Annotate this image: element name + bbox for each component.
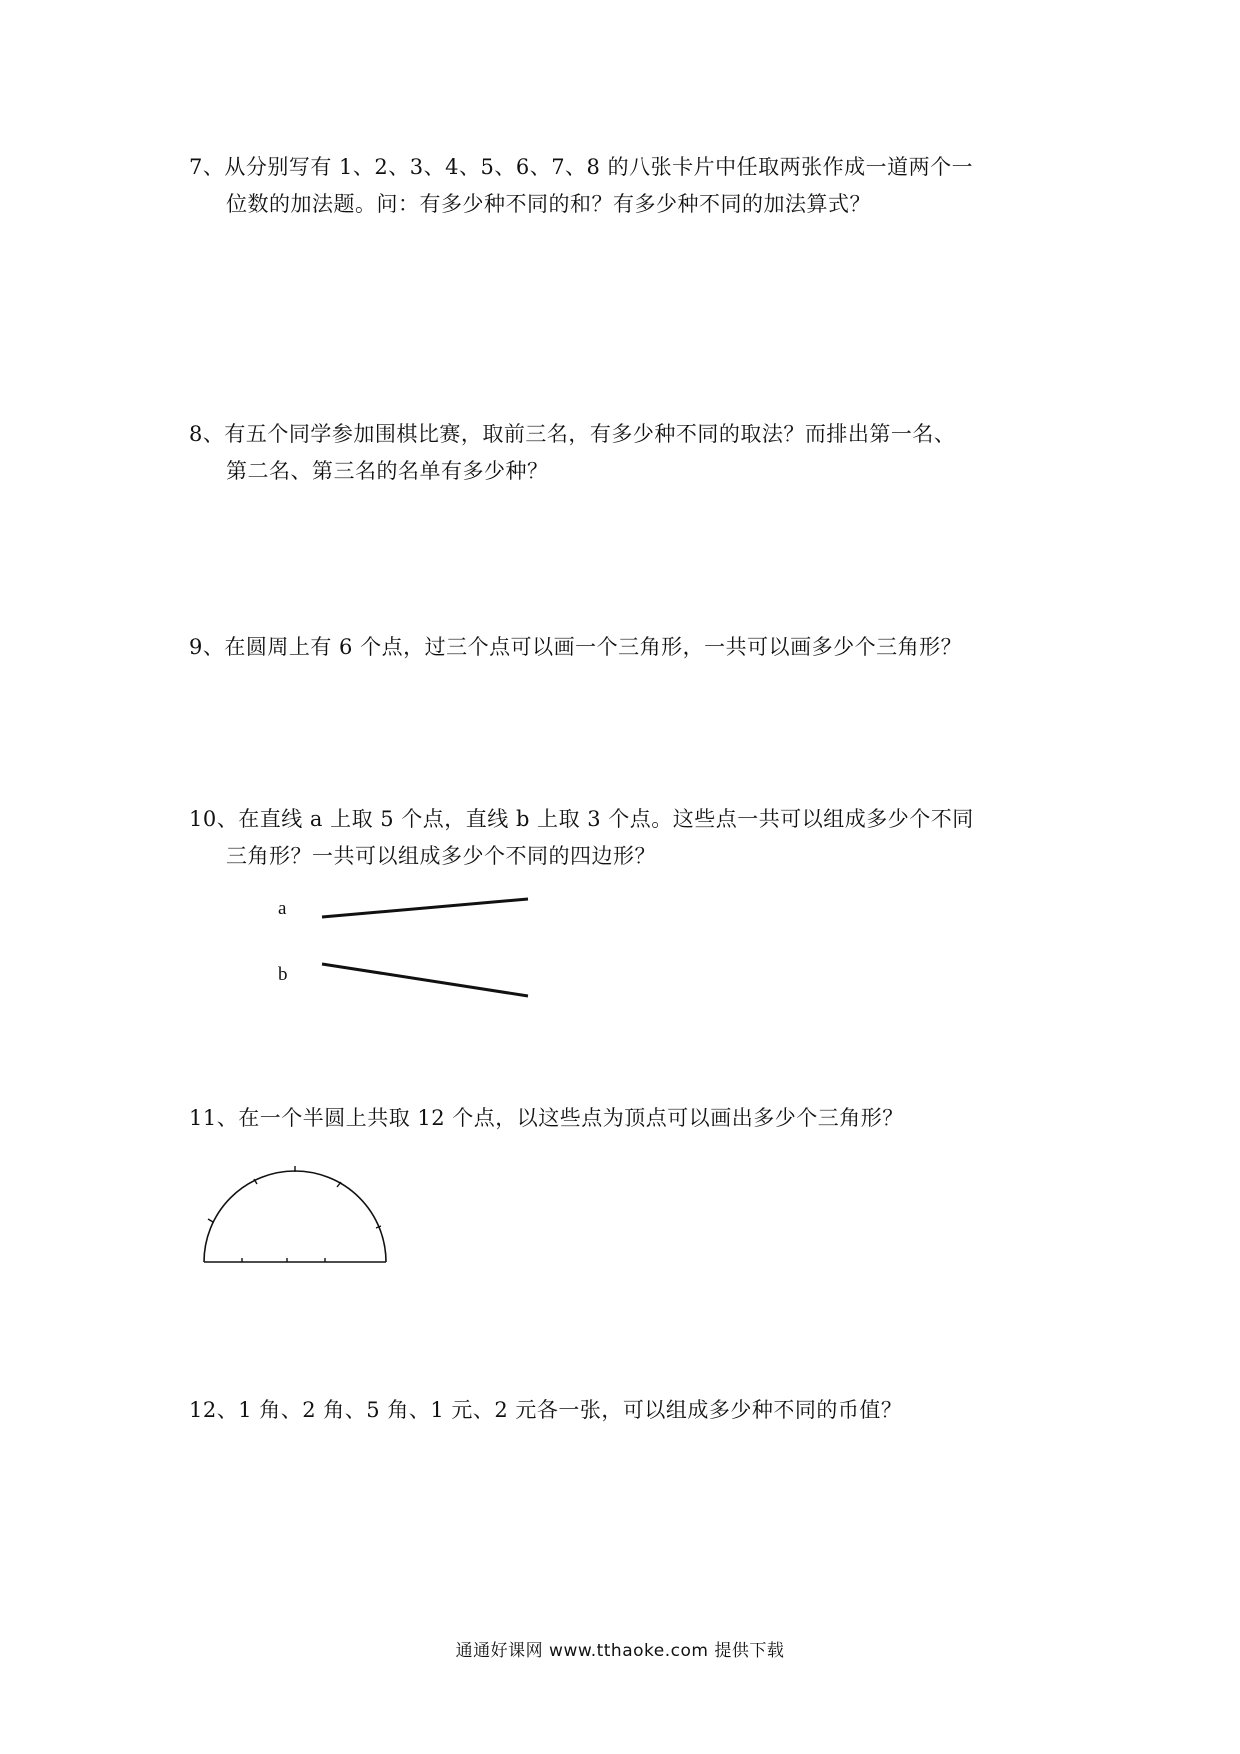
lines-a-b-figure <box>270 880 550 1010</box>
question-8-line-2: 第二名、第三名的名单有多少种？ <box>226 459 549 483</box>
question-10 <box>189 801 1069 875</box>
question-12-line-1: 12、1 角、2 角、5 角、1 元、2 元各一张，可以组成多少种不同的币值？ <box>189 1398 903 1422</box>
page-footer: 通通好课网 www.tthaoke.com 提供下载 <box>455 1641 785 1661</box>
question-12 <box>189 1392 1069 1429</box>
arc-point-5 <box>376 1226 381 1228</box>
question-9-line-1: 9、在圆周上有 6 个点，过三个点可以画一个三角形，一共可以画多少个三角形？ <box>189 635 963 659</box>
question-11 <box>189 1100 1069 1137</box>
semicircle-figure <box>196 1152 396 1270</box>
question-7-line-1: 7、从分别写有 1、2、3、4、5、6、7、8 的八张卡片中任取两张作成一道两个一 <box>189 155 974 179</box>
line-b <box>322 964 528 996</box>
semicircle-arc <box>204 1171 386 1262</box>
line-b-label: b <box>278 964 288 985</box>
question-11-line-1: 11、在一个半圆上共取 12 个点，以这些点为顶点可以画出多少个三角形？ <box>189 1106 904 1130</box>
line-a-label: a <box>278 898 287 919</box>
question-8-line-1: 8、有五个同学参加围棋比赛，取前三名，有多少种不同的取法？而排出第一名、 <box>189 422 956 446</box>
question-7-line-2: 位数的加法题。问：有多少种不同的和？有多少种不同的加法算式？ <box>226 192 871 216</box>
question-7 <box>189 149 1069 223</box>
question-10-line-2: 三角形？一共可以组成多少个不同的四边形？ <box>226 844 656 868</box>
line-a <box>322 899 528 917</box>
question-9 <box>189 629 1069 666</box>
arc-point-1 <box>208 1219 213 1222</box>
question-8 <box>189 416 1069 490</box>
question-10-line-1: 10、在直线 a 上取 5 个点，直线 b 上取 3 个点。这些点一共可以组成多少个不同 <box>189 807 974 831</box>
semicircle-svg <box>196 1152 396 1270</box>
lines-a-b-svg <box>270 880 550 1010</box>
